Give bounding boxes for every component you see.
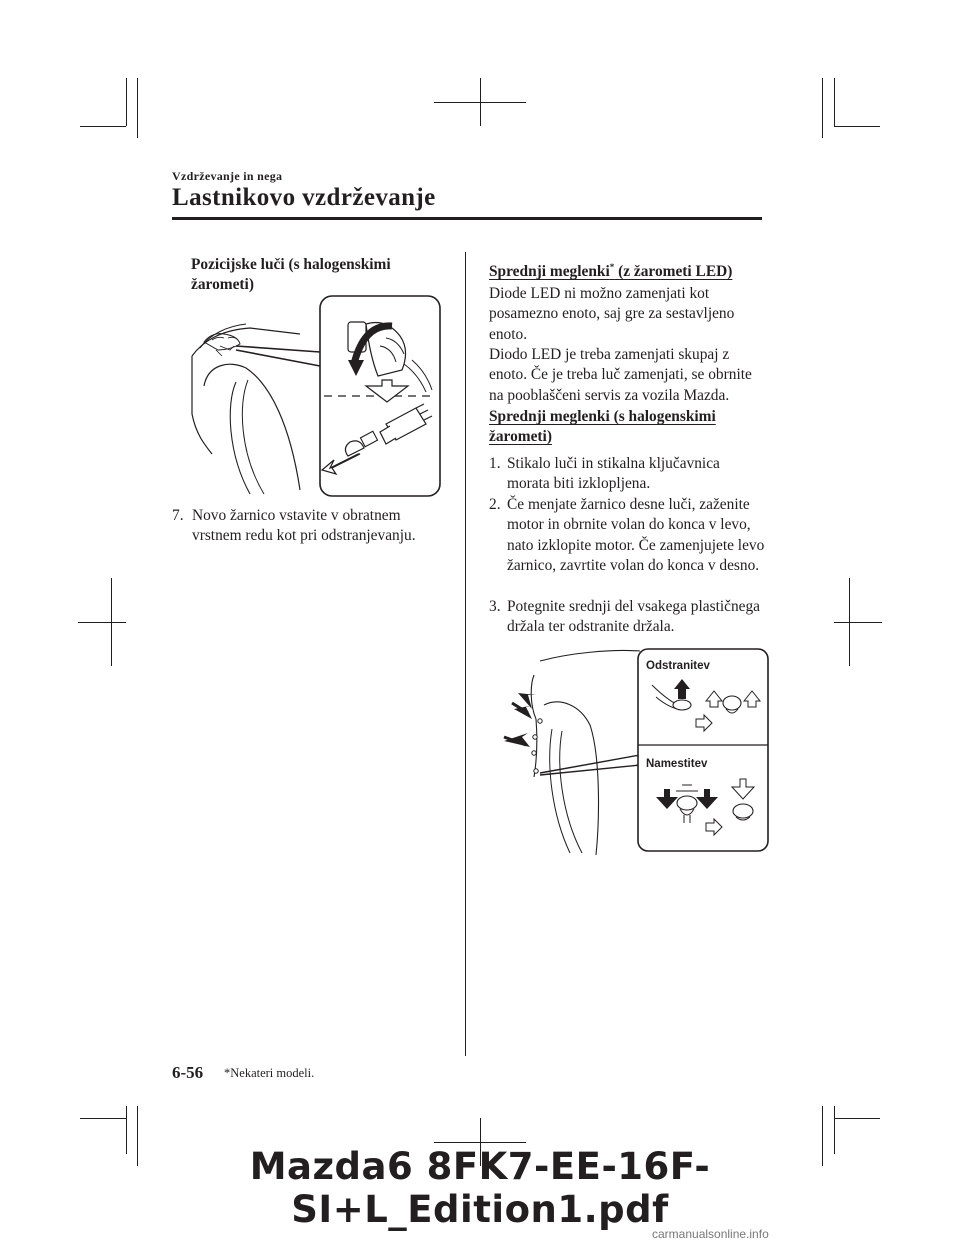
section-label: Vzdrževanje in nega [172,169,283,183]
footnote-marker: * [609,262,615,272]
step-1-text: Stikalo luči in stikalna ključavnica morata biti izklopljena. [507,455,720,493]
step-3 [489,597,763,639]
footnote-text: *Nekateri modeli. [224,1066,315,1080]
step-7-number: 7. [172,507,184,524]
site-watermark: carmanualsonline.info [652,1227,769,1241]
led-paragraph-2: Diodo LED je treba zamenjati skupaj z enoto. Če je treba luč zamenjati, se obrnite na pooblaščeni servis za vozila Mazda. [489,346,752,404]
position-light-heading: Pozicijske luči (s halogenskimi žarometi) [191,256,391,294]
page-title: Lastnikovo vzdrževanje [172,184,436,211]
step-1 [489,454,763,496]
step-2 [489,495,763,599]
title-rule [172,217,762,220]
retainer-figure [500,645,772,863]
led-fog-heading-tail: (z žarometi LED) [614,263,733,281]
pdf-filename-watermark: Mazda6 8FK7-EE-16F-SI+L_Edition1.pdf [249,1145,711,1231]
column-divider [465,252,466,1056]
step-2-text: Če menjate žarnico desne luči, zaženite motor in obrnite volan do konca v levo, nato izklopite motor. Če zamenjujete levo žarnico, zavrtite volan do konca v desno. [507,496,765,575]
led-fog-heading [489,257,761,283]
led-paragraph-1: Diode LED ni možno zamenjati kot posamezno enoto, saj gre za sestavljeno enoto. [489,285,735,343]
step-3-text: Potegnite srednji del vsakega plastičnega držala ter odstranite držala. [507,598,761,636]
install-label: Namestitev [646,758,708,770]
step-7-text: Novo žarnico vstavite v obratnem vrstnem redu kot pri odstranjevanju. [192,507,416,545]
page-number: 6-56 [172,1063,204,1082]
remove-label: Odstranitev [646,660,710,672]
step-2-number: 2. [489,496,501,513]
halogen-fog-heading: Sprednji meglenki (s halogenskimi žarometi) [489,408,716,446]
led-fog-heading-main: Sprednji meglenki [489,263,610,281]
step-1-number: 1. [489,455,501,472]
position-light-bulb-figure [190,294,442,498]
step-3-number: 3. [489,598,501,615]
